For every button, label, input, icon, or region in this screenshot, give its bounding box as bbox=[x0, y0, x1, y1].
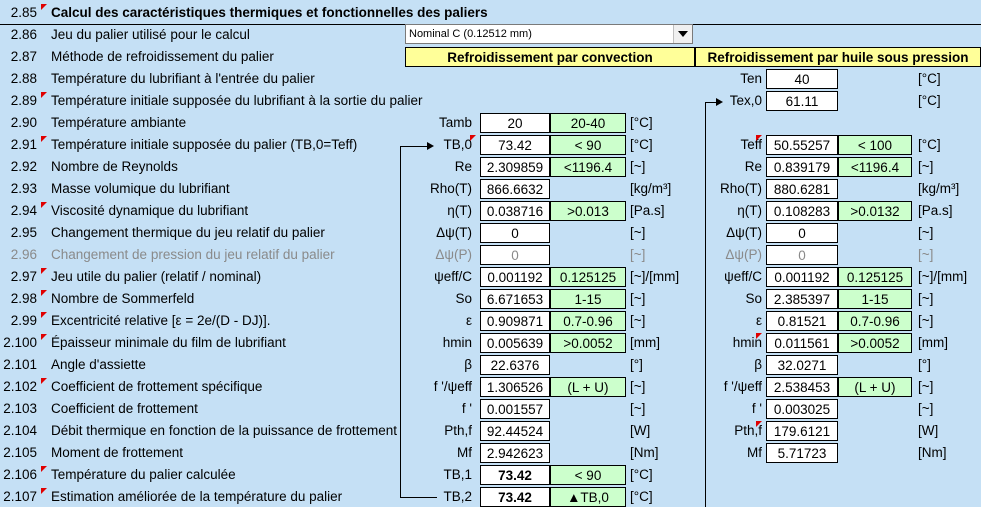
row-label: Température du lubrifiant à l'entrée du palier bbox=[51, 71, 315, 86]
chevron-down-icon[interactable] bbox=[673, 25, 692, 43]
value-cell[interactable]: 880.6281 bbox=[766, 179, 838, 199]
symbol-label: ψeff/C bbox=[724, 269, 762, 284]
row-number: 2.107 bbox=[3, 489, 37, 504]
range-cell[interactable]: >0.013 bbox=[550, 201, 626, 221]
row-number: 2.106 bbox=[3, 467, 37, 482]
row-label: Température du palier calculée bbox=[51, 467, 236, 482]
unit-label: [°C] bbox=[918, 71, 941, 86]
row-number: 2.88 bbox=[10, 71, 37, 86]
value-cell[interactable]: 0 bbox=[766, 245, 838, 265]
unit-label: [Nm] bbox=[918, 445, 947, 460]
symbol-label: TB,2 bbox=[443, 489, 472, 504]
unit-label: [~] bbox=[630, 313, 646, 328]
unit-label: [~] bbox=[918, 225, 934, 240]
row-number: 2.104 bbox=[3, 423, 37, 438]
range-cell[interactable]: 0.7-0.96 bbox=[838, 311, 912, 331]
unit-label: [W] bbox=[630, 423, 651, 438]
row-number: 2.99 bbox=[10, 313, 37, 328]
flow-line bbox=[400, 146, 401, 497]
unit-label: [Nm] bbox=[630, 445, 659, 460]
row-number: 2.97 bbox=[10, 269, 37, 284]
row-label: Épaisseur minimale du film de lubrifiant bbox=[51, 335, 286, 350]
value-cell[interactable]: 92.44524 bbox=[480, 421, 550, 441]
value-cell[interactable]: 20 bbox=[480, 113, 550, 133]
range-cell[interactable]: <1196.4 bbox=[550, 157, 626, 177]
symbol-label: Re bbox=[744, 159, 762, 174]
comment-marker bbox=[470, 135, 476, 141]
value-cell[interactable]: 73.42 bbox=[480, 487, 550, 507]
comment-marker bbox=[41, 92, 47, 98]
value-cell[interactable]: 866.6632 bbox=[480, 179, 550, 199]
value-cell[interactable]: 179.6121 bbox=[766, 421, 838, 441]
unit-label: [~] bbox=[630, 401, 646, 416]
oil-method-header[interactable]: Refroidissement par huile sous pression bbox=[695, 47, 981, 67]
value-cell[interactable]: 0.839179 bbox=[766, 157, 838, 177]
arrow-right-icon bbox=[716, 98, 723, 106]
comment-marker bbox=[756, 421, 762, 427]
range-cell[interactable]: < 90 bbox=[550, 135, 626, 155]
row-label: Changement de pression du jeu relatif du palier bbox=[51, 247, 335, 262]
value-cell[interactable]: 0.909871 bbox=[480, 311, 550, 331]
clearance-select-value: Nominal C (0.12512 mm) bbox=[409, 28, 532, 40]
unit-label: [~] bbox=[630, 247, 646, 262]
unit-label: [°C] bbox=[918, 137, 941, 152]
range-cell[interactable]: < 90 bbox=[550, 465, 626, 485]
symbol-label: Mf bbox=[457, 445, 472, 460]
unit-label: [~] bbox=[630, 291, 646, 306]
unit-label: [Pa.s] bbox=[918, 203, 953, 218]
range-cell[interactable]: ▲TB,0 bbox=[550, 487, 626, 507]
symbol-label: Δψ(P) bbox=[435, 247, 472, 262]
unit-label: [~]/[mm] bbox=[918, 269, 968, 284]
row-number: 2.96 bbox=[10, 247, 37, 262]
value-cell[interactable]: 50.55257 bbox=[766, 135, 838, 155]
row-number: 2.101 bbox=[3, 357, 37, 372]
symbol-label: ε bbox=[755, 313, 762, 328]
row-label: Excentricité relative [ε = 2e/(D - DJ)]. bbox=[51, 313, 271, 328]
unit-label: [mm] bbox=[630, 335, 660, 350]
unit-label: [~] bbox=[918, 401, 934, 416]
value-cell[interactable]: 0.001192 bbox=[480, 267, 550, 287]
symbol-label: TB,1 bbox=[443, 467, 472, 482]
unit-label: [W] bbox=[918, 423, 939, 438]
value-cell[interactable]: 0.81521 bbox=[766, 311, 838, 331]
row-number: 2.89 bbox=[10, 93, 37, 108]
value-cell[interactable]: 32.0271 bbox=[766, 355, 838, 375]
symbol-label: η(T) bbox=[447, 203, 472, 218]
symbol-label: f '/ψeff bbox=[433, 379, 472, 394]
symbol-label: f '/ψeff bbox=[723, 379, 762, 394]
symbol-label: So bbox=[745, 291, 762, 306]
comment-marker bbox=[41, 378, 47, 384]
unit-label: [~] bbox=[918, 247, 934, 262]
range-cell[interactable]: < 100 bbox=[838, 135, 912, 155]
page-title: Calcul des caractéristiques thermiques et fonctionnelles des paliers bbox=[51, 5, 488, 20]
comment-marker bbox=[41, 268, 47, 274]
unit-label: [°C] bbox=[918, 93, 941, 108]
value-cell[interactable]: 22.6376 bbox=[480, 355, 550, 375]
symbol-label: Rho(T) bbox=[429, 181, 472, 196]
value-cell[interactable]: 0.011561 bbox=[766, 333, 838, 353]
unit-label: [~] bbox=[918, 313, 934, 328]
symbol-label: f ' bbox=[751, 401, 762, 416]
unit-label: [°C] bbox=[630, 467, 653, 482]
comment-marker bbox=[41, 488, 47, 494]
range-cell[interactable]: >0.0052 bbox=[550, 333, 626, 353]
row-number: 2.94 bbox=[10, 203, 37, 218]
row-number: 2.92 bbox=[10, 159, 37, 174]
value-cell[interactable]: 0 bbox=[480, 223, 550, 243]
value-cell[interactable]: 73.42 bbox=[480, 465, 550, 485]
row-label: Angle d'assiette bbox=[51, 357, 146, 372]
row-label: Coefficient de frottement bbox=[51, 401, 198, 416]
symbol-label: TB,0 bbox=[443, 137, 472, 152]
flow-line bbox=[400, 146, 428, 147]
symbol-label: Pth,f bbox=[444, 423, 472, 438]
row-label: Jeu du palier utilisé pour le calcul bbox=[51, 27, 250, 42]
convection-method-header[interactable]: Refroidissement par convection bbox=[405, 47, 695, 67]
value-cell[interactable]: 6.671653 bbox=[480, 289, 550, 309]
row-number: 2.100 bbox=[3, 335, 37, 350]
comment-marker bbox=[41, 466, 47, 472]
range-cell[interactable]: 1-15 bbox=[550, 289, 626, 309]
symbol-label: Δψ(T) bbox=[726, 225, 762, 240]
row-number: 2.102 bbox=[3, 379, 37, 394]
arrow-right-icon bbox=[427, 142, 434, 150]
row-label: Estimation améliorée de la température du palier bbox=[51, 489, 343, 504]
range-cell[interactable]: >0.0052 bbox=[838, 333, 912, 353]
range-cell[interactable]: (L + U) bbox=[550, 377, 626, 397]
comment-marker bbox=[41, 312, 47, 318]
symbol-label: Re bbox=[454, 159, 472, 174]
unit-label: [~]/[mm] bbox=[630, 269, 680, 284]
value-cell[interactable]: 2.309859 bbox=[480, 157, 550, 177]
symbol-label: η(T) bbox=[737, 203, 762, 218]
row-label: Température ambiante bbox=[51, 115, 187, 130]
unit-label: [~] bbox=[918, 291, 934, 306]
symbol-label: f ' bbox=[461, 401, 472, 416]
range-cell[interactable]: 0.125125 bbox=[838, 267, 912, 287]
unit-label: [°C] bbox=[630, 137, 653, 152]
unit-label: [°C] bbox=[630, 489, 653, 504]
value-cell[interactable]: 2.942623 bbox=[480, 443, 550, 463]
row-label: Température initiale supposée du lubrifiant à la sortie du palier bbox=[51, 93, 423, 108]
comment-marker bbox=[756, 333, 762, 339]
symbol-label: Pth,f bbox=[734, 423, 762, 438]
row-number: 2.90 bbox=[10, 115, 37, 130]
symbol-label: Δψ(T) bbox=[436, 225, 472, 240]
row-number: 2.103 bbox=[3, 401, 37, 416]
unit-label: [°] bbox=[630, 357, 643, 372]
comment-marker bbox=[41, 4, 47, 10]
row-number: 2.86 bbox=[10, 27, 37, 42]
unit-label: [~] bbox=[918, 159, 934, 174]
value-cell[interactable]: 0.005639 bbox=[480, 333, 550, 353]
row-number: 2.105 bbox=[3, 445, 37, 460]
comment-marker bbox=[41, 202, 47, 208]
flow-line bbox=[705, 102, 706, 507]
unit-label: [mm] bbox=[918, 335, 948, 350]
row-label: Coefficient de frottement spécifique bbox=[51, 379, 263, 394]
flow-line bbox=[400, 497, 437, 498]
value-cell[interactable]: 2.385397 bbox=[766, 289, 838, 309]
value-cell[interactable]: 0.001192 bbox=[766, 267, 838, 287]
row-label: Jeu utile du palier (relatif / nominal) bbox=[51, 269, 262, 284]
symbol-label: hmin bbox=[732, 335, 762, 350]
row-label: Méthode de refroidissement du palier bbox=[51, 49, 274, 64]
range-cell[interactable]: <1196.4 bbox=[838, 157, 912, 177]
comment-marker bbox=[41, 334, 47, 340]
clearance-select[interactable] bbox=[405, 24, 693, 44]
symbol-label: Ten bbox=[740, 71, 762, 86]
unit-label: [°C] bbox=[630, 115, 653, 130]
row-number: 2.93 bbox=[10, 181, 37, 196]
symbol-label: So bbox=[455, 291, 472, 306]
range-cell[interactable]: 20-40 bbox=[550, 113, 626, 133]
row-label: Changement thermique du jeu relatif du palier bbox=[51, 225, 325, 240]
symbol-label: β bbox=[754, 357, 762, 372]
value-cell[interactable]: 0.108283 bbox=[766, 201, 838, 221]
symbol-label: ψeff/C bbox=[434, 269, 472, 284]
comment-marker bbox=[41, 290, 47, 296]
symbol-label: Mf bbox=[747, 445, 762, 460]
symbol-label: Teff bbox=[740, 137, 762, 152]
row-number: 2.91 bbox=[10, 137, 37, 152]
unit-label: [kg/m³] bbox=[630, 181, 672, 196]
value-cell[interactable]: 61.11 bbox=[766, 91, 838, 111]
value-cell[interactable]: 5.71723 bbox=[766, 443, 838, 463]
symbol-label: Tamb bbox=[438, 115, 472, 130]
symbol-label: β bbox=[464, 357, 472, 372]
range-cell[interactable]: 1-15 bbox=[838, 289, 912, 309]
symbol-label: Tex,0 bbox=[729, 93, 762, 108]
symbol-label: ε bbox=[465, 313, 472, 328]
value-cell[interactable]: 1.306526 bbox=[480, 377, 550, 397]
row-label: Viscosité dynamique du lubrifiant bbox=[51, 203, 249, 218]
range-cell[interactable]: 0.7-0.96 bbox=[550, 311, 626, 331]
row-label: Nombre de Sommerfeld bbox=[51, 291, 195, 306]
row-label: Masse volumique du lubrifiant bbox=[51, 181, 230, 196]
row-number: 2.98 bbox=[10, 291, 37, 306]
unit-label: [Pa.s] bbox=[630, 203, 665, 218]
value-cell[interactable]: 73.42 bbox=[480, 135, 550, 155]
symbol-label: Δψ(P) bbox=[725, 247, 762, 262]
value-cell[interactable]: 40 bbox=[766, 69, 838, 89]
unit-label: [~] bbox=[630, 159, 646, 174]
symbol-label: Rho(T) bbox=[719, 181, 762, 196]
value-cell[interactable]: 0.001557 bbox=[480, 399, 550, 419]
symbol-label: hmin bbox=[442, 335, 472, 350]
comment-marker bbox=[41, 136, 47, 142]
range-cell[interactable]: >0.0132 bbox=[838, 201, 912, 221]
value-cell[interactable]: 0.038716 bbox=[480, 201, 550, 221]
row-number: 2.87 bbox=[10, 49, 37, 64]
value-cell[interactable]: 0.003025 bbox=[766, 399, 838, 419]
comment-marker bbox=[756, 135, 762, 141]
row-label: Température initiale supposée du palier (TB,0=Teff) bbox=[51, 137, 358, 152]
value-cell[interactable]: 0 bbox=[480, 245, 550, 265]
value-cell[interactable]: 0 bbox=[766, 223, 838, 243]
row-label: Débit thermique en fonction de la puissance de frottement bbox=[51, 423, 397, 438]
row-label: Moment de frottement bbox=[51, 445, 184, 460]
row-number: 2.95 bbox=[10, 225, 37, 240]
range-cell[interactable]: (L + U) bbox=[838, 377, 912, 397]
unit-label: [~] bbox=[630, 379, 646, 394]
unit-label: [kg/m³] bbox=[918, 181, 960, 196]
unit-label: [~] bbox=[918, 379, 934, 394]
value-cell[interactable]: 2.538453 bbox=[766, 377, 838, 397]
unit-label: [°] bbox=[918, 357, 931, 372]
row-label: Nombre de Reynolds bbox=[51, 159, 178, 174]
unit-label: [~] bbox=[630, 225, 646, 240]
range-cell[interactable]: 0.125125 bbox=[550, 267, 626, 287]
row-number: 2.85 bbox=[10, 5, 37, 20]
